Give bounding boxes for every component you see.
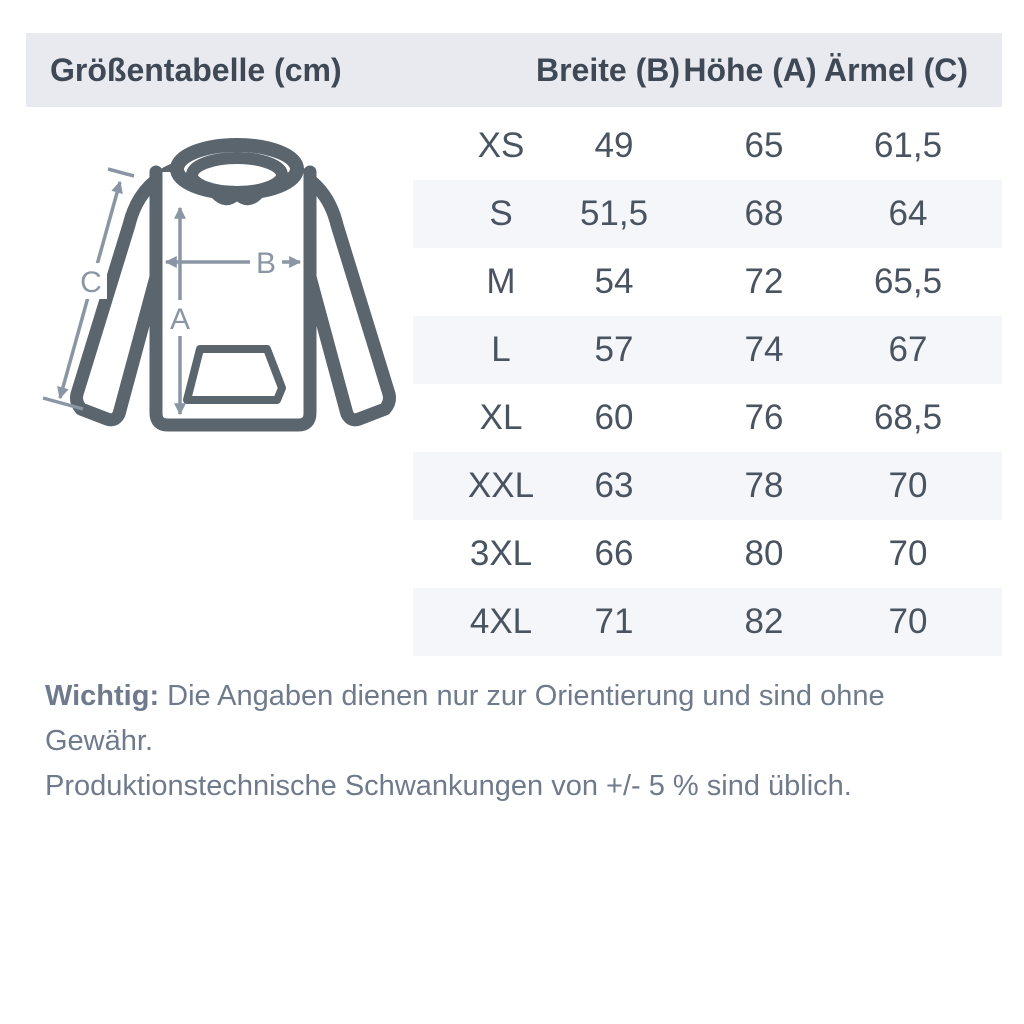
aermel-value: 65,5 — [873, 262, 943, 301]
aermel-value: 64 — [888, 194, 928, 233]
size-label: 4XL — [469, 602, 533, 641]
column-header-breite: Breite (B) — [535, 52, 680, 88]
column-header-hoehe: Höhe (A) — [683, 52, 817, 88]
table-row — [26, 180, 1002, 248]
size-label: L — [491, 330, 511, 369]
page-title: Größentabelle (cm) — [50, 52, 342, 88]
aermel-value: 70 — [888, 534, 928, 573]
disclaimer-note — [45, 674, 975, 809]
table-row — [26, 520, 1002, 588]
table-header-bar — [26, 33, 1002, 107]
hoehe-value: 76 — [744, 398, 784, 437]
breite-value: 49 — [594, 126, 634, 165]
size-label: M — [486, 262, 516, 301]
size-label: XXL — [467, 466, 535, 505]
hoehe-value: 80 — [744, 534, 784, 573]
breite-value: 60 — [594, 398, 634, 437]
aermel-value: 70 — [888, 602, 928, 641]
breite-value: 63 — [594, 466, 634, 505]
aermel-value: 70 — [888, 466, 928, 505]
hoehe-value: 68 — [744, 194, 784, 233]
aermel-value: 67 — [888, 330, 928, 369]
breite-value: 54 — [594, 262, 634, 301]
dimension-label-b: B — [255, 247, 277, 280]
hoehe-value: 65 — [744, 126, 784, 165]
size-label: XS — [477, 126, 525, 165]
size-label: S — [489, 194, 513, 233]
table-row — [26, 316, 1002, 384]
table-row — [26, 248, 1002, 316]
breite-value: 71 — [594, 602, 634, 641]
breite-value: 51,5 — [579, 194, 649, 233]
size-label: XL — [479, 398, 523, 437]
hoehe-value: 72 — [744, 262, 784, 301]
column-header-aermel: Ärmel (C) — [823, 52, 968, 88]
breite-value: 66 — [594, 534, 634, 573]
breite-value: 57 — [594, 330, 634, 369]
size-table — [26, 112, 1002, 656]
hoehe-value: 78 — [744, 466, 784, 505]
hoehe-value: 74 — [744, 330, 784, 369]
table-row — [26, 384, 1002, 452]
dimension-label-a: A — [169, 303, 191, 336]
hoehe-value: 82 — [744, 602, 784, 641]
dimension-label-c: C — [80, 266, 102, 299]
aermel-value: 68,5 — [873, 398, 943, 437]
aermel-value: 61,5 — [873, 126, 943, 165]
disclaimer-line-1 — [45, 674, 975, 764]
disclaimer-lead: Wichtig: — [45, 680, 160, 712]
size-label: 3XL — [469, 534, 533, 573]
disclaimer-line-2: Produktionstechnische Schwankungen von +/- 5 % sind üblich. — [45, 770, 852, 802]
disclaimer-text-1: Die Angaben dienen nur zur Orientierung und sind ohne Gewähr. — [45, 680, 885, 757]
table-row — [26, 452, 1002, 520]
table-row — [26, 112, 1002, 180]
table-row — [26, 588, 1002, 656]
